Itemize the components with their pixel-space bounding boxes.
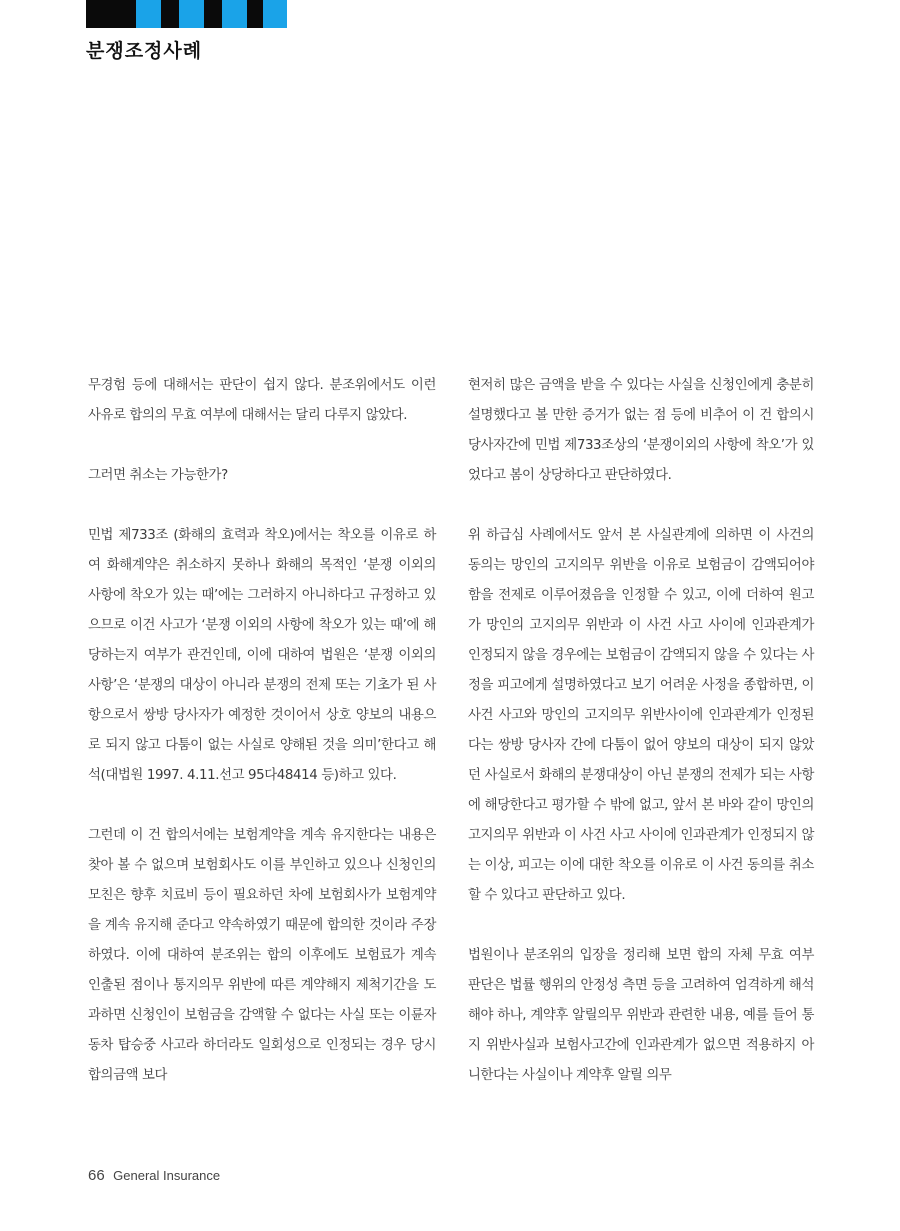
- bar-segment: [222, 0, 247, 28]
- page-number: 66: [88, 1167, 105, 1184]
- bar-segment: [263, 0, 287, 28]
- body-paragraph: 위 하급심 사례에서도 앞서 본 사실관계에 의하면 이 사건의 동의는 망인의 고지의무 위반을 이유로 보험금이 감액되어야 함을 전제로 이루어졌음을 인정할 수 있고, 이에 더하여 원고가 망인의 고지의무 위반과 이 사건 사고 사이에 인과관계가 인정되지 않을 경우에는 보험금이 감액되지 않을 수 있다는 사정을 피고에게 설명하였다고 보기 어려운 사정을 종합하면, 이 사건 사고와 망인의 고지의무 위반사이에 인과관계가 인정된다는 쌍방 당사자 간에 다툼이 없어 양보의 대상이 되지 않았던 사실로서 화해의 분쟁대상이 아닌 분쟁의 전제가 되는 사항에 해당한다고 평가할 수 밖에 없고, 앞서 본 바와 같이 망인의 고지의무 위반과 이 사건 사고 사이에 인과관계가 인정되지 않는 이상, 피고는 이에 대한 착오를 이유로 이 사건 동의를 취소할 수 있다고 판단하고 있다.: [468, 528, 814, 903]
- header-color-bar: [86, 0, 287, 28]
- bar-segment: [247, 0, 263, 28]
- right-column: [468, 371, 814, 1121]
- section-title: 분쟁조정사례: [86, 40, 203, 62]
- publication-name: General Insurance: [113, 1168, 221, 1183]
- body-paragraph: 그런데 이 건 합의서에는 보험계약을 계속 유지한다는 내용은 찾아 볼 수 없으며 보험회사도 이를 부인하고 있으나 신청인의 모친은 향후 치료비 등이 필요하던 차에 보험회사가 보험계약을 계속 유지해 준다고 약속하였기 때문에 합의한 것이라 주장하였다. 이에 대하여 분조위는 합의 이후에도 보험료가 계속 인출된 점이나 통지의무 위반에 따른 계약해지 제척기간을 도과하면 신청인이 보험금을 감액할 수 없다는 사실 또는 이륜자동차 탑승중 사고라 하더라도 일회성으로 인정되는 경우 당시 합의금액 보다: [88, 828, 436, 1083]
- body-paragraph: 그러면 취소는 가능한가?: [88, 468, 228, 483]
- bar-segment: [161, 0, 179, 28]
- left-column: [88, 371, 436, 1121]
- bar-segment: [136, 0, 161, 28]
- page-footer: [88, 1167, 220, 1185]
- bar-segment: [179, 0, 204, 28]
- body-paragraph: 무경험 등에 대해서는 판단이 쉽지 않다. 분조위에서도 이런 사유로 합의의 무효 여부에 대해서는 달리 다루지 않았다.: [88, 378, 436, 423]
- bar-segment: [86, 0, 136, 28]
- body-paragraph: 현저히 많은 금액을 받을 수 있다는 사실을 신청인에게 충분히 설명했다고 볼 만한 증거가 없는 점 등에 비추어 이 건 합의시 당사자간에 민법 제733조상의 ‘분쟁이외의 사항에 착오’가 있었다고 봄이 상당하다고 판단하였다.: [468, 378, 814, 483]
- body-paragraph: 민법 제733조 (화해의 효력과 착오)에서는 착오를 이유로 하여 화해계약은 취소하지 못하나 화해의 목적인 ‘분쟁 이외의 사항에 착오가 있는 때’에는 그러하지 아니하다고 규정하고 있으므로 이건 사고가 ‘분쟁 이외의 사항에 착오가 있는 때’에 해당하는지 여부가 관건인데, 이에 대하여 법원은 ‘분쟁 이외의 사항’은 ‘분쟁의 대상이 아니라 분쟁의 전제 또는 기초가 된 사항으로서 쌍방 당사자가 예정한 것이어서 상호 양보의 내용으로 되지 않고 다툼이 없는 사실로 양해된 것을 의미’한다고 해석(대법원 1997. 4.11.선고 95다48414 등)하고 있다.: [88, 528, 436, 783]
- body-paragraph: 법원이나 분조위의 입장을 정리해 보면 합의 자체 무효 여부 판단은 법률 행위의 안정성 측면 등을 고려하여 엄격하게 해석해야 하나, 계약후 알릴의무 위반과 관련한 내용, 예를 들어 통지 위반사실과 보험사고간에 인과관계가 없으면 적용하지 아니한다는 사실이나 계약후 알릴 의무: [468, 948, 814, 1083]
- bar-segment: [204, 0, 222, 28]
